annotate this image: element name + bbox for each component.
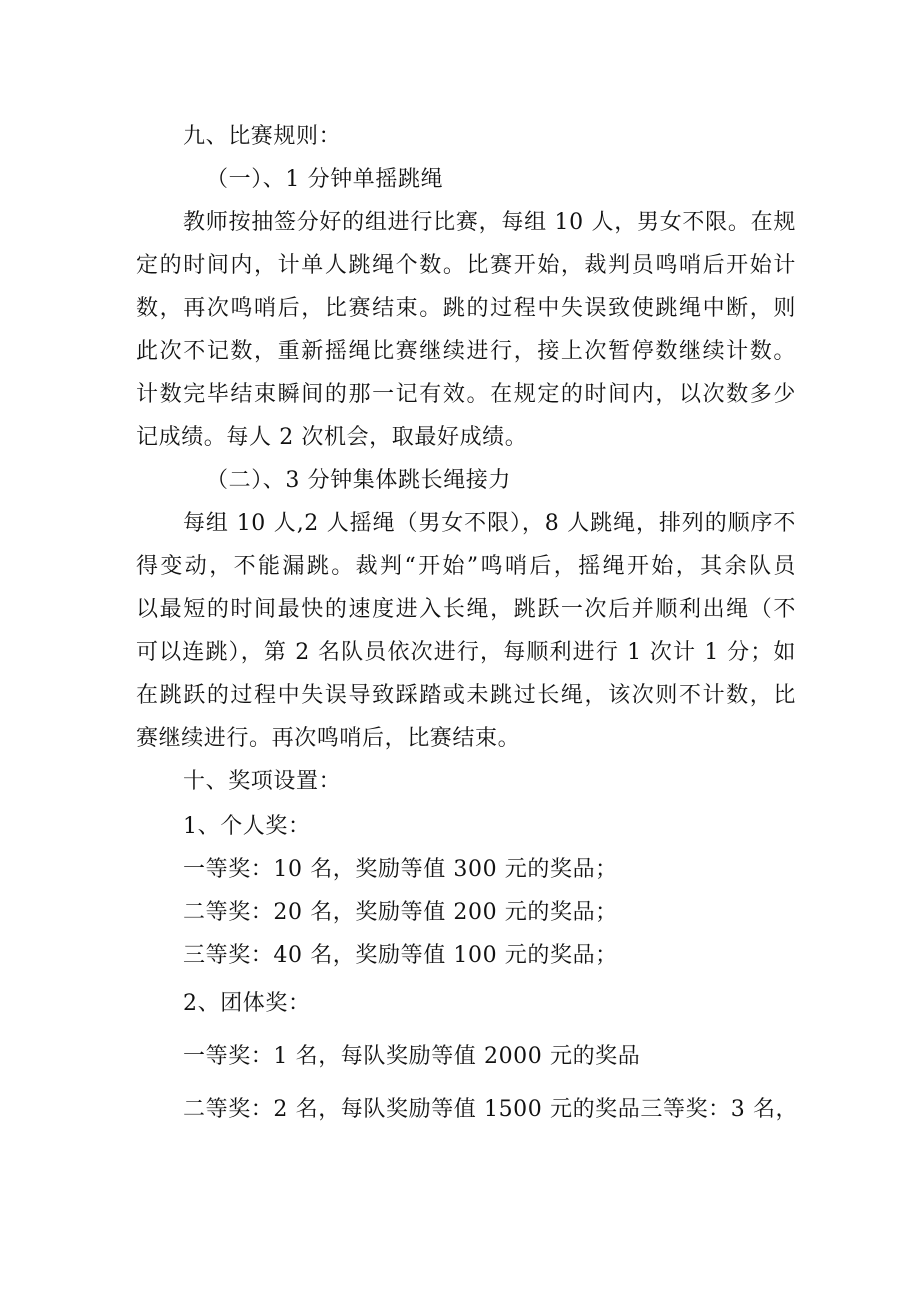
paragraph-line: 赛继续进行。再次鸣哨后，比赛结束。 [136,726,521,751]
paragraph-line: 可以连跳），第 2 名队员依次进行，每顺利进行 1 次计 1 分；如 [136,640,796,665]
paragraph-line: 在跳跃的过程中失误导致踩踏或未跳过长绳，该次则不计数，比 [136,683,796,708]
paragraph-line: 记成绩。每人 2 次机会，取最好成绩。 [136,425,528,450]
individual-award-heading: 1、个人奖： [183,814,311,839]
award-line: 一等奖：1 名，每队奖励等值 2000 元的奖品 [183,1044,641,1069]
section-10-heading: 十、奖项设置： [183,769,342,794]
award-line: 一等奖：10 名，奖励等值 300 元的奖品； [183,857,618,882]
award-line: 二等奖：20 名，奖励等值 200 元的奖品； [183,900,618,925]
paragraph-line: 得变动，不能漏跳。裁判“开始”鸣哨后，摇绳开始，其余队员 [136,554,796,579]
section-9-heading: 九、比赛规则： [183,124,342,149]
rule-1-heading: （一）、1 分钟单摇跳绳 [206,167,444,192]
paragraph-line: 计数完毕结束瞬间的那一记有效。在规定的时间内，以次数多少 [136,382,796,407]
paragraph-line: 定的时间内，计单人跳绳个数。比赛开始，裁判员鸣哨后开始计 [136,253,796,278]
award-line: 三等奖：40 名，奖励等值 100 元的奖品； [183,943,618,968]
paragraph-line: 数，再次鸣哨后，比赛结束。跳的过程中失误致使跳绳中断，则 [136,296,796,321]
paragraph-line: 此次不记数，重新摇绳比赛继续进行，接上次暂停数继续计数。 [136,339,796,364]
rule-2-heading: （二）、3 分钟集体跳长绳接力 [206,468,511,493]
paragraph-line: 每组 10 人,2 人摇绳（男女不限），8 人跳绳，排列的顺序不 [183,511,796,536]
paragraph-line: 以最短的时间最快的速度进入长绳，跳跃一次后并顺利出绳（不 [136,597,796,622]
team-award-heading: 2、团体奖： [183,991,311,1016]
paragraph-line: 教师按抽签分好的组进行比赛，每组 10 人，男女不限。在规 [183,210,796,235]
award-line: 二等奖：2 名，每队奖励等值 1500 元的奖品三等奖：3 名， [183,1097,799,1122]
